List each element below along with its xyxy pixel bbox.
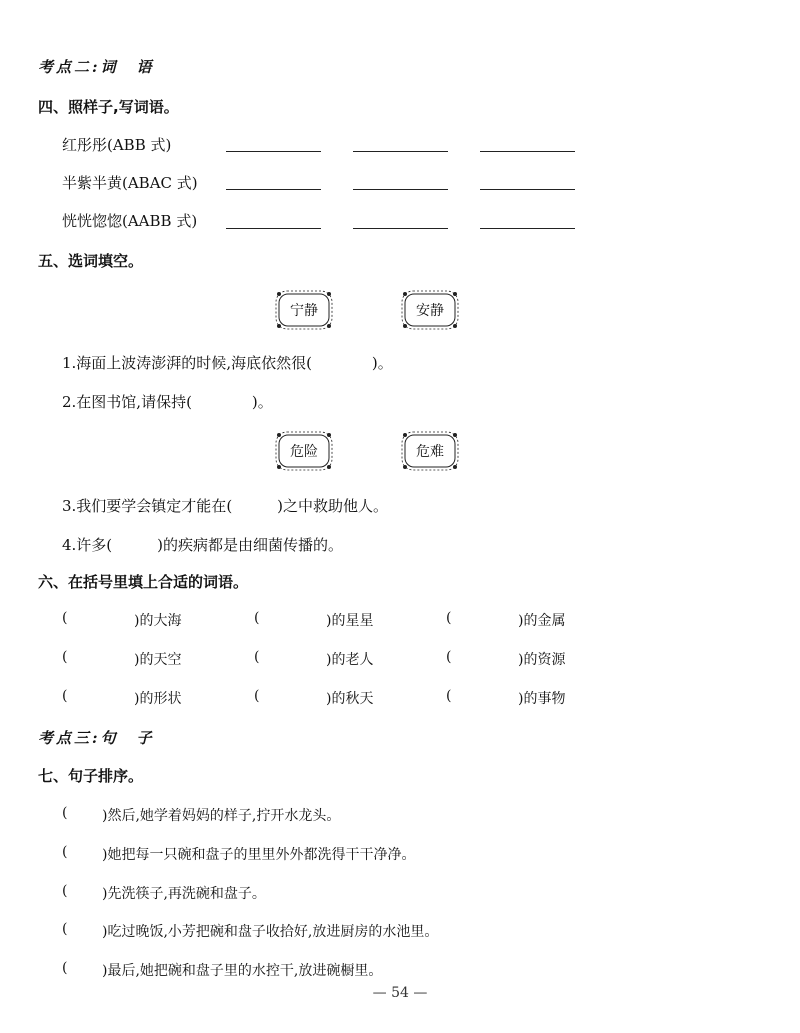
q4-example-1: 红彤彤(ABB 式)	[62, 136, 172, 154]
open-paren: (	[62, 610, 68, 626]
page-number: — 54 —	[372, 985, 428, 1001]
fill-item-text: 的形状	[139, 691, 182, 707]
open-paren: (	[254, 610, 260, 626]
fill-item-text: 的金属	[523, 613, 566, 629]
fill-item-text: 的秋天	[331, 691, 374, 707]
q5-sentence-1: 1.海面上波涛澎湃的时候,海底依然很( )。	[62, 354, 393, 372]
q4-example-3: 恍恍惚惚(AABB 式)	[62, 212, 198, 230]
open-paren: (	[446, 610, 452, 626]
fill-item-text: 的天空	[139, 652, 182, 668]
order-sentence: )吃过晚饭,小芳把碗和盘子收拾好,放进厨房的水池里。	[102, 924, 439, 940]
fill-item: )的金属	[518, 613, 566, 629]
fill-item-text: 的星星	[331, 613, 374, 629]
fill-item-text: 的大海	[139, 613, 182, 629]
open-paren: (	[446, 649, 452, 665]
fill-item-text: 的老人	[331, 652, 374, 668]
answer-blank[interactable]	[226, 151, 321, 152]
answer-blank[interactable]	[480, 189, 575, 190]
word-choice: 危难	[416, 444, 444, 460]
word-choice: 危险	[290, 444, 318, 460]
open-paren: (	[62, 688, 68, 704]
open-paren: (	[254, 688, 260, 704]
order-sentence: )先洗筷子,再洗碗和盘子。	[102, 886, 266, 902]
section2-title: 考点二:词 语	[38, 58, 155, 76]
open-paren: (	[62, 844, 68, 860]
q7-heading: 七、句子排序。	[38, 767, 144, 785]
open-paren: (	[446, 688, 452, 704]
word-choice-box	[274, 430, 334, 472]
word-choice-box	[400, 289, 460, 331]
answer-blank[interactable]	[226, 228, 321, 229]
q5-sentence-2: 2.在图书馆,请保持( )。	[62, 393, 273, 411]
answer-blank[interactable]	[353, 228, 448, 229]
section3-title: 考点三:句 子	[38, 729, 155, 747]
open-paren: (	[62, 960, 68, 976]
q5-sentence-4: 4.许多( )的疾病都是由细菌传播的。	[62, 536, 344, 554]
order-sentence: )然后,她学着妈妈的样子,拧开水龙头。	[102, 808, 341, 824]
fill-item: )的资源	[518, 652, 566, 668]
fill-item: )的老人	[326, 652, 374, 668]
fill-item-text: 的事物	[523, 691, 566, 707]
q4-example-2: 半紫半黄(ABAC 式)	[62, 174, 198, 192]
open-paren: (	[62, 805, 68, 821]
word-choice-box	[274, 289, 334, 331]
answer-blank[interactable]	[480, 228, 575, 229]
word-choice: 宁静	[290, 303, 318, 319]
open-paren: (	[62, 921, 68, 937]
fill-item: )的事物	[518, 691, 566, 707]
q6-heading: 六、在括号里填上合适的词语。	[38, 573, 249, 591]
answer-blank[interactable]	[480, 151, 575, 152]
answer-blank[interactable]	[226, 189, 321, 190]
fill-item: )的星星	[326, 613, 374, 629]
fill-item: )的形状	[134, 691, 182, 707]
open-paren: (	[62, 649, 68, 665]
open-paren: (	[62, 883, 68, 899]
q5-heading: 五、选词填空。	[38, 252, 144, 270]
word-choice-box	[400, 430, 460, 472]
fill-item: )的天空	[134, 652, 182, 668]
q5-sentence-3: 3.我们要学会镇定才能在( )之中救助他人。	[62, 497, 389, 515]
answer-blank[interactable]	[353, 189, 448, 190]
answer-blank[interactable]	[353, 151, 448, 152]
fill-item: )的大海	[134, 613, 182, 629]
fill-item-text: 的资源	[523, 652, 566, 668]
order-sentence: )她把每一只碗和盘子的里里外外都洗得干干净净。	[102, 847, 416, 863]
fill-item: )的秋天	[326, 691, 374, 707]
q4-heading: 四、照样子,写词语。	[38, 98, 179, 116]
open-paren: (	[254, 649, 260, 665]
word-choice: 安静	[416, 303, 444, 319]
order-sentence: )最后,她把碗和盘子里的水控干,放进碗橱里。	[102, 963, 383, 979]
